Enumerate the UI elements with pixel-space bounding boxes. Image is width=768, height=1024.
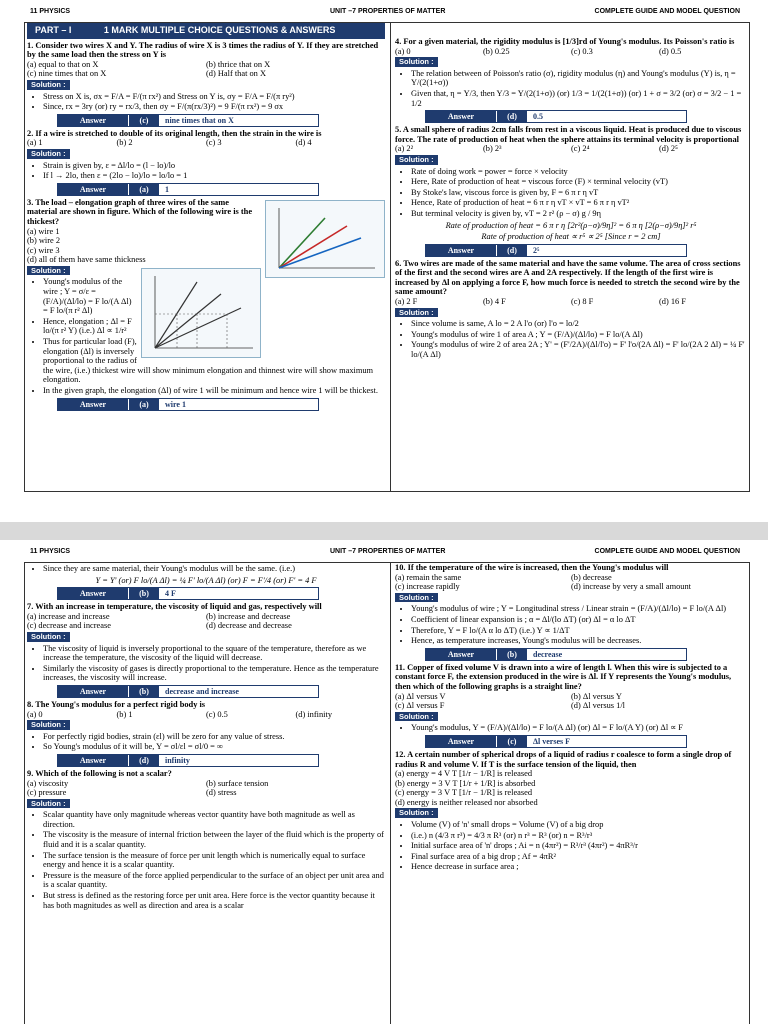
option: (d) energy is neither released nor absorbed: [395, 797, 538, 807]
answer-label: Answer: [58, 686, 128, 697]
answer-option: (d): [128, 755, 159, 766]
solution-11: [395, 723, 747, 733]
option: (d) stress: [206, 788, 237, 798]
force-formula: Y = Y' (or) F lo/(A Δl) = ¼ F' lo/(A Δl) (or) F = F'/4 (or) F' = 4 F: [95, 575, 317, 585]
answer-label: Answer: [58, 184, 128, 195]
option: (a) 0: [395, 46, 411, 56]
solution-step: • (i.e.) n (4/3 π r³) = 4/3 π R³ (or) n r³ = R³ (or) n = R³/r³: [411, 831, 747, 841]
answer-text: nine times that on X: [165, 115, 234, 125]
option: (a) energy = 4 V T [1/r − 1/R] is released: [395, 769, 533, 779]
left-column: [27, 23, 385, 413]
options-12: [395, 769, 747, 807]
solution-step: • By Stoke's law, viscous force is given by, F = 6 π r η vT: [411, 188, 747, 198]
solution-5: [395, 167, 747, 219]
solution-label: Solution :: [27, 632, 70, 642]
part-title: 1 MARK MULTIPLE CHOICE QUESTIONS & ANSWERS: [103, 25, 336, 35]
answer-option: (a): [128, 399, 159, 410]
option: (d) 16 F: [659, 297, 686, 307]
options-1: [27, 60, 385, 79]
solution-label: Solution :: [395, 57, 438, 67]
options-4: [395, 47, 747, 57]
solution-7: [27, 644, 385, 683]
solution-step: • Here, Rate of production of heat = viscous force (F) × terminal velocity (vT): [411, 177, 747, 187]
solution-9: [27, 810, 385, 910]
solution-step: • The viscosity of liquid is inversely proportional to the square of the temperature, therefore as we increase the temperature, the viscosity of the liquid will decrease.: [43, 644, 385, 663]
option: (b) energy = 3 V T [1/r + 1/R] is absorbed: [395, 778, 536, 788]
answer-label: Answer: [58, 755, 128, 766]
solution-step: • Hence decrease in surface area ;: [411, 862, 747, 872]
option: (b) 4 F: [483, 297, 506, 307]
page-gap: [0, 522, 768, 540]
content-frame: [24, 562, 750, 1024]
option: (b) 0.25: [483, 46, 510, 56]
options-8: [27, 710, 385, 720]
solution-step: • Scalar quantity have only magnitude whereas vector quantity have both magnitude as well as direction.: [43, 810, 385, 829]
answer-text: decrease and increase: [165, 686, 239, 696]
heat-proportionality: Rate of production of heat ∝ r⁵ ∝ 2⁵ [Since r = 2 cm]: [481, 232, 661, 242]
answer-7: [57, 685, 319, 698]
solution-6: [395, 319, 747, 359]
option: (b) thrice that on X: [206, 59, 271, 69]
solution-12: [395, 820, 747, 872]
solution-step: • Therefore, Y = F lo/(A α lo ΔT) (i.e.) Y ∝ 1/ΔT: [411, 626, 747, 636]
option: (b) surface tension: [206, 778, 269, 788]
page-header: [30, 8, 750, 20]
options-9: [27, 779, 385, 798]
options-11: [395, 692, 747, 711]
answer-4: [425, 110, 687, 123]
solution-step: • Hence, Rate of production of heat = 6 π r η vT × vT = 6 π r η vT²: [411, 198, 747, 208]
solution-step: • But stress is defined as the restoring force per unit area. Here force is the vector quantity because it has both magnitudes as well as direction and area is a scalar: [43, 891, 385, 910]
solution-step: • Hence, elongation ; Δl = F lo/(π r² Y) (i.e.) Δl ∝ 1/r²: [43, 317, 385, 336]
column-divider: [390, 23, 391, 491]
header-class: 11 PHYSICS: [30, 548, 71, 555]
option: (a) viscosity: [27, 778, 69, 788]
answer-label: Answer: [58, 588, 128, 599]
option: (d) all of them have same thickness: [27, 255, 146, 265]
answer-option: (c): [128, 115, 159, 126]
left-column: [27, 563, 385, 911]
column-divider: [390, 563, 391, 1024]
option: (c) 2⁴: [571, 144, 590, 154]
answer-text: wire 1: [165, 399, 186, 409]
option: (d) increase by very a small amount: [571, 582, 691, 592]
answer-label: Answer: [58, 399, 128, 410]
solution-step: • So Young's modulus of it will be, Y = σl/εl = σl/0 = ∞: [43, 742, 385, 752]
solution-label: Solution :: [27, 799, 70, 809]
elongation-comparison-graph: [141, 267, 261, 359]
option: (b) 1: [116, 709, 133, 719]
solution-label: Solution :: [27, 720, 70, 730]
question-2: 2. If a wire is stretched to double of its original length, then the strain in the wire is: [27, 128, 322, 138]
options-10: [395, 573, 747, 592]
page-2: [0, 540, 768, 1024]
solution-label: Solution :: [27, 149, 70, 159]
option: (d) 4: [295, 138, 312, 148]
header-guide: COMPLETE GUIDE AND MODEL QUESTION: [594, 548, 740, 555]
question-8: 8. The Young's modulus for a perfect rigid body is: [27, 699, 206, 709]
solution-10: [395, 604, 747, 645]
option: (c) pressure: [27, 788, 67, 798]
solution-step: • The surface tension is the measure of force per unit length which is numerically equal to surface energy and hence it is a scalar quantity.: [43, 851, 385, 870]
option: (c) energy = 3 V T [1/r − 1/R] is released: [395, 788, 533, 798]
option: (c) nine times that on X: [27, 69, 107, 79]
solution-step: • Given that, η = Y/3, then Y/3 = Y/(2(1+σ)) (or) 1/3 = 1/(2(1+σ)) (or) 1 + σ = 3/2 (or) σ = 3/2 − 1 = 1/2: [411, 89, 747, 108]
answer-text: 2⁵: [533, 245, 540, 255]
option: (d) Δl versus 1/l: [571, 701, 625, 711]
option: (c) 8 F: [571, 297, 594, 307]
option: (a) Δl versus V: [395, 691, 446, 701]
option: (a) 2 F: [395, 297, 418, 307]
option: (c) 3: [206, 138, 222, 148]
right-column: [395, 563, 747, 873]
option: (a) 0: [27, 709, 43, 719]
option: (d) 0.5: [659, 46, 682, 56]
question-6: 6. Two wires are made of the same material and have the same volume. The area of cross sections of the first and the second wires are A and 2A respectively. If the length of the first wire is increased by Δl on applying a force F, how much force is needed to stretch the second wire by the same amount?: [395, 258, 741, 297]
solution-step: • For perfectly rigid bodies, strain (εl) will be zero for any value of stress.: [43, 732, 385, 742]
solution-label: Solution :: [395, 308, 438, 318]
solution-step: • In the given graph, the elongation (Δl) of wire 1 will be minimum and hence wire 1 will be thickest.: [43, 386, 385, 396]
question-5: 5. A small sphere of radius 2cm falls from rest in a viscous liquid. Heat is produced due to viscous force. The rate of production of heat when the sphere attains its terminal velocity is proportional: [395, 125, 742, 144]
option: (c) 0.3: [571, 46, 593, 56]
solution-step: • Young's modulus, Y = (F/A)/(Δl/lo) = F lo/(A Δl) (or) Δl = F lo/(A Y) (or) Δl ∝ F: [411, 723, 747, 733]
solution-label: Solution :: [27, 80, 70, 90]
solution-step: • Volume (V) of 'n' small drops = Volume (V) of a big drop: [411, 820, 747, 830]
answer-option: (b): [128, 686, 159, 697]
solution-step: • Young's modulus of wire 2 of area 2A ; Y' = (F'/2A)/(Δl/l'o) = F' l'o/(2A Δl) = F' lo/(2A 2 Δl) = ¼ F' lo/(A Δl): [411, 340, 747, 359]
solution-step: • Since volume is same, A lo = 2 A l'o (or) l'o = lo/2: [411, 319, 747, 329]
heat-formula: Rate of production of heat = 6 π r η [2r²(ρ−σ)/9η]² = 6 π η [2(ρ−σ)/9η]² r⁵: [445, 220, 697, 230]
answer-option: (d): [496, 245, 527, 256]
answer-option: (a): [128, 184, 159, 195]
option: (a) equal to that on X: [27, 59, 99, 69]
answer-option: (d): [496, 111, 527, 122]
solution-step: • Stress on X is, σx = F/A = F/(π rx²) and Stress on Y is, σy = F/A = F/(π ry²): [43, 92, 385, 102]
solution-label: Solution :: [395, 593, 438, 603]
page-header: [30, 548, 750, 560]
options-7: [27, 612, 385, 631]
option: (b) wire 2: [27, 236, 61, 246]
answer-text: Δl verses F: [533, 736, 571, 746]
solution-label: Solution :: [395, 808, 438, 818]
part-heading: [27, 23, 385, 39]
answer-10: [425, 648, 687, 661]
solution-1: [27, 92, 385, 112]
right-column: [395, 23, 747, 361]
option: (c) increase rapidly: [395, 582, 460, 592]
solution-step: • The relation between of Poisson's ratio (σ), rigidity modulus (η) and Young's modulus (Y) is, η = Y/(2(1+σ)): [411, 69, 747, 88]
question-7: 7. With an increase in temperature, the viscosity of liquid and gas, respectively will: [27, 602, 322, 612]
content-frame: [24, 22, 750, 492]
header-unit: UNIT –7 PROPERTIES OF MATTER: [330, 548, 446, 555]
options-5: [395, 144, 747, 154]
solution-6-continued: [27, 564, 385, 574]
answer-5: [425, 244, 687, 257]
option: (a) wire 1: [27, 226, 60, 236]
option: (b) 2: [116, 138, 133, 148]
header-class: 11 PHYSICS: [30, 8, 71, 15]
option: (a) 2²: [395, 144, 414, 154]
question-4: 4. For a given material, the rigidity modulus is [1/3]rd of Young's modulus. Its Poisson's ratio is: [395, 37, 735, 46]
solution-step: • Hence, as temperature increases, Young's modulus will be decreases.: [411, 636, 747, 646]
solution-step: • Pressure is the measure of the force applied perpendicular to the surface of an object per unit area and is a scalar quantity.: [43, 871, 385, 890]
solution-8: [27, 732, 385, 752]
solution-label: Solution :: [395, 712, 438, 722]
header-unit: UNIT –7 PROPERTIES OF MATTER: [330, 8, 446, 15]
solution-step: • Since, rx = 3ry (or) ry = rx/3, then σy = F/(π(rx/3)²) = 9 F/(π rx²) = 9 σx: [43, 102, 385, 112]
solution-step: • But terminal velocity is given by, vT = 2 r² (ρ − σ) g / 9η: [411, 209, 747, 219]
answer-text: 4 F: [165, 589, 176, 599]
solution-step: • Young's modulus of wire 1 of area A ; Y = (F/A)/(Δl/lo) = F lo/(A Δl): [411, 330, 747, 340]
solution-step: • Similarly the viscosity of gases is directly proportional to the temperature. Hence as the temperature increases, the viscosity will increase.: [43, 664, 385, 683]
option: (b) increase and decrease: [206, 611, 291, 621]
solution-step: • Thus for particular load (F), elongation (Δl) is inversely proportional to the radius of the wire, (i.e.) thickest wire will show minimum elongation and thinnest wire will show maximum elongation.: [43, 337, 385, 385]
answer-8: [57, 754, 319, 767]
answer-label: Answer: [426, 245, 496, 256]
option: (c) 0.5: [206, 709, 228, 719]
question-3: 3. The load – elongation graph of three wires of the same material are shown in figure. Which of the following wire is the thickest?: [27, 197, 253, 226]
option: (a) 1: [27, 138, 43, 148]
answer-label: Answer: [426, 649, 496, 660]
option: (b) decrease: [571, 572, 612, 582]
answer-label: Answer: [426, 111, 496, 122]
answer-text: 1: [165, 184, 169, 194]
solution-step: • Coefficient of linear expansion is ; α = Δl/(lo ΔT) (or) Δl = α lo ΔT: [411, 615, 747, 625]
header-guide: COMPLETE GUIDE AND MODEL QUESTION: [594, 8, 740, 15]
answer-option: (c): [496, 736, 527, 747]
option: (b) 2³: [483, 144, 502, 154]
solution-step: • Initial surface area of 'n' drops ; Ai = n (4πr²) = R³/r³ (4πr²) = 4πR³/r: [411, 841, 747, 851]
solution-step: • Strain is given by, ε = Δl/lo = (l − lo)/lo: [43, 161, 385, 171]
question-11: 11. Copper of fixed volume V is drawn into a wire of length l. When this wire is subjected to a constant force F, the extension produced in the wire is Δl. If Y represents the Young's modulus, then which of the following graphs is a straight line?: [395, 662, 732, 691]
option: (d) 2⁵: [659, 144, 678, 154]
part-label: PART – I: [35, 25, 72, 35]
solution-step: • Young's modulus of wire ; Y = Longitudinal stress / Linear strain = (F/A)/(Δl/lo) = F lo/(A Δl): [411, 604, 747, 614]
solution-step: • Young's modulus of the wire ; Y = σ/ε = (F/A)/(Δl/lo) = F lo/(A Δl) = F lo/(π r² Δl): [43, 277, 385, 315]
solution-step: • Final surface area of a big drop ; Af = 4πR²: [411, 852, 747, 862]
question-12: 12. A certain number of spherical drops of a liquid of radius r coalesce to form a single drop of radius R and volume V. If T is the surface tension of the liquid, then: [395, 749, 732, 769]
options-6: [395, 297, 747, 307]
answer-11: [425, 735, 687, 748]
answer-3: [57, 398, 319, 411]
question-1: 1. Consider two wires X and Y. The radius of wire X is 3 times the radius of Y. If they are stretched by the same load then the stress on Y is: [27, 40, 379, 60]
question-9: 9. Which of the following is not a scalar?: [27, 768, 172, 778]
answer-6: [57, 587, 319, 600]
answer-text: 0.5: [533, 112, 543, 122]
options-2: [27, 138, 385, 148]
solution-step: • The viscosity is the measure of internal friction between the layer of the fluid which is the property of fluid and it is a scalar quantity.: [43, 830, 385, 849]
answer-text: infinity: [165, 755, 190, 765]
solution-4: [395, 69, 747, 108]
load-elongation-graph: [265, 200, 385, 278]
answer-1: [57, 114, 319, 127]
answer-option: (b): [128, 588, 159, 599]
option: (b) Δl versus Y: [571, 691, 622, 701]
answer-2: [57, 183, 319, 196]
option: (c) Δl versus F: [395, 701, 445, 711]
option: (a) remain the same: [395, 572, 462, 582]
solution-2: [27, 161, 385, 181]
answer-option: (b): [496, 649, 527, 660]
solution-step: • Since they are same material, their Young's modulus will be the same. (i.e.): [43, 564, 385, 574]
option: (c) wire 3: [27, 245, 60, 255]
solution-step: • If l → 2lo, then ε = (2lo − lo)/lo = lo/lo = 1: [43, 171, 385, 181]
answer-label: Answer: [58, 115, 128, 126]
option: (a) increase and increase: [27, 611, 110, 621]
answer-text: decrease: [533, 649, 563, 659]
answer-label: Answer: [426, 736, 496, 747]
question-10: 10. If the temperature of the wire is increased, then the Young's modulus will: [395, 563, 669, 572]
option: (d) decrease and decrease: [206, 621, 292, 631]
option: (d) Half that on X: [206, 69, 267, 79]
option: (d) infinity: [295, 709, 333, 719]
option: (c) decrease and increase: [27, 621, 111, 631]
solution-label: Solution :: [27, 266, 70, 276]
solution-step: • Rate of doing work = power = force × velocity: [411, 167, 747, 177]
solution-label: Solution :: [395, 155, 438, 165]
